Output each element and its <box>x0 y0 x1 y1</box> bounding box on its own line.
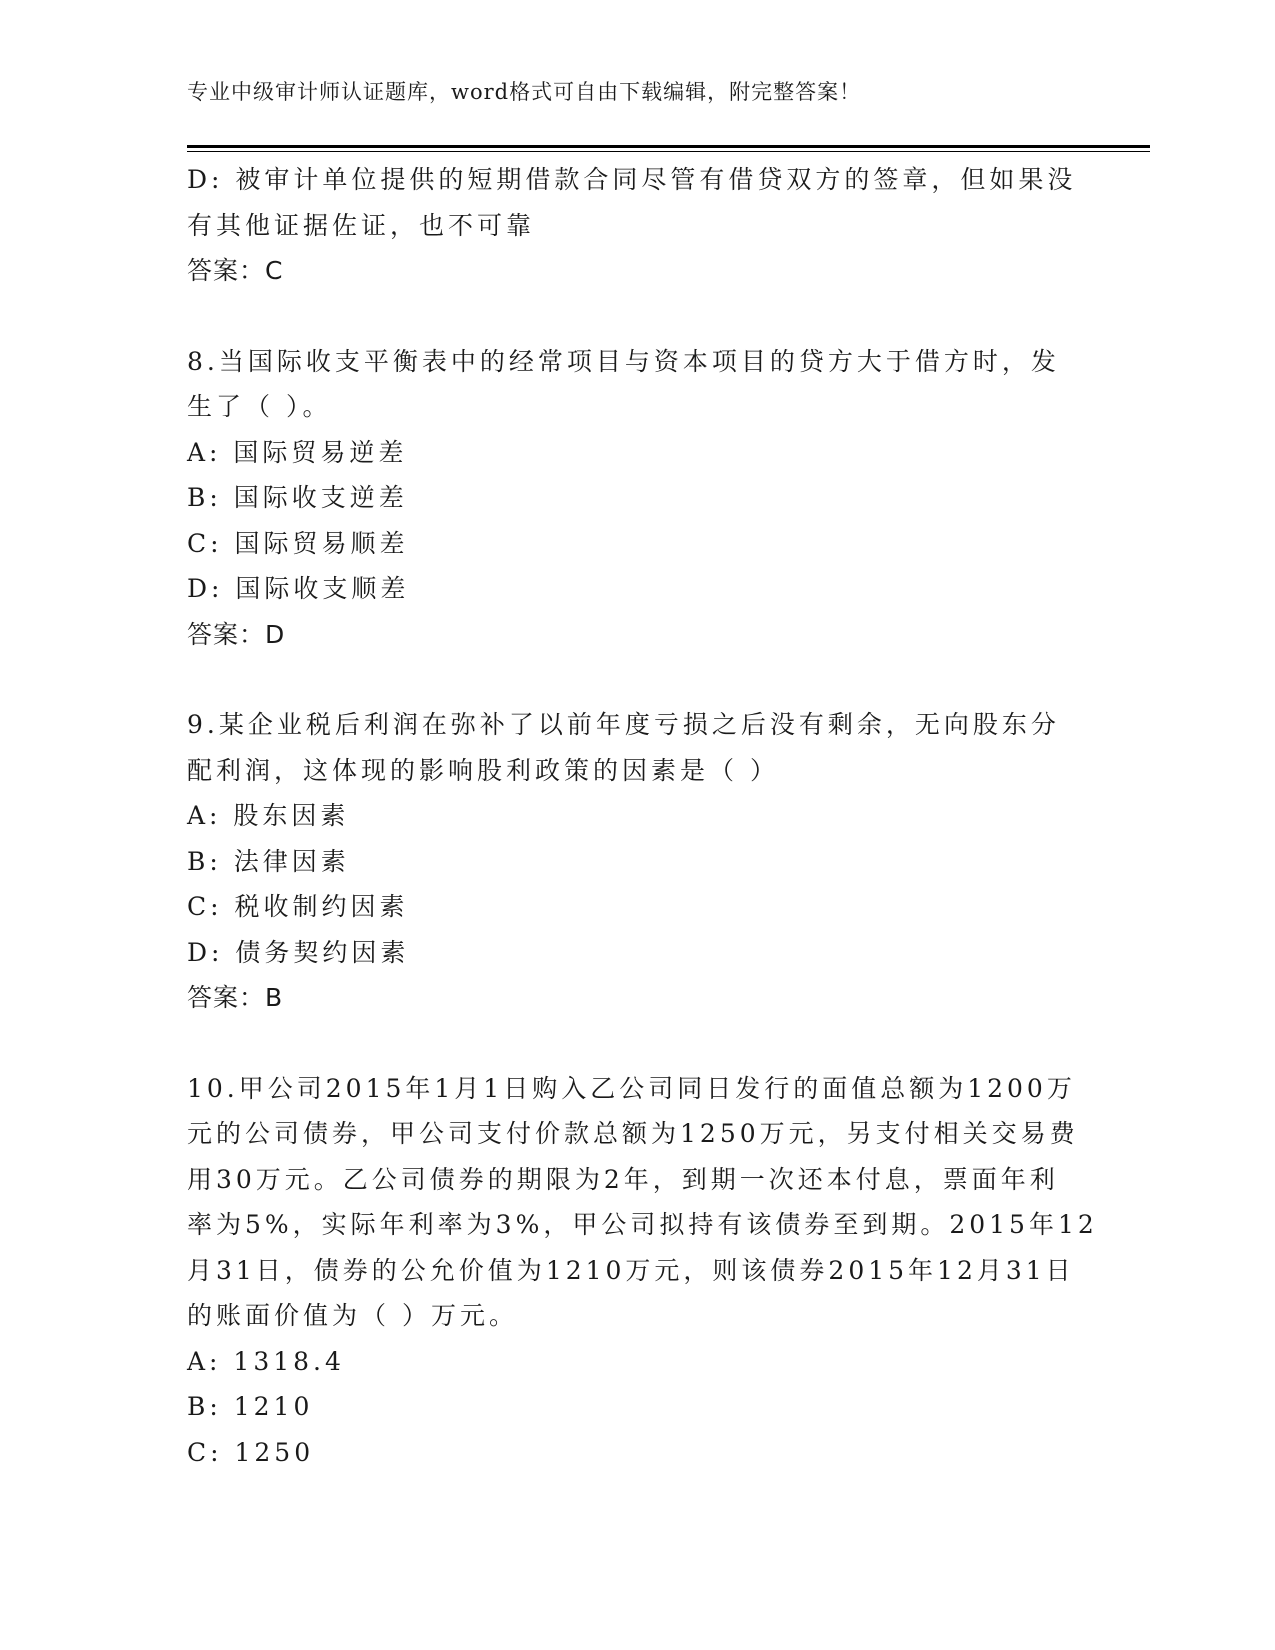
option-a: A: 股东因素 <box>187 801 350 830</box>
question-stem-continued: 率为5%，实际年利率为3%，甲公司拟持有该债券至到期。2015年12 <box>187 1210 1098 1239</box>
question-stem: 10.甲公司2015年1月1日购入乙公司同日发行的面值总额为1200万 <box>187 1073 1076 1103</box>
option-d: D: 被审计单位提供的短期借款合同尽管有借贷双方的签章，但如果没 <box>187 165 1077 194</box>
question-9 <box>187 702 1087 1021</box>
option-a: A: 国际贸易逆差 <box>187 437 408 467</box>
answer-label: 答案：B <box>187 983 284 1012</box>
question-10 <box>187 1066 1098 1476</box>
question-8 <box>187 339 1087 658</box>
question-stem-continued: 生了（ ）。 <box>187 392 332 421</box>
question-content <box>187 157 1098 1475</box>
option-c: C: 1250 <box>187 1437 315 1467</box>
question-stem-continued: 的账面价值为（ ）万元。 <box>187 1301 518 1330</box>
answer-label: 答案：D <box>187 619 286 649</box>
question-stem-continued: 月31日，债券的公允价值为1210万元，则该债券2015年12月31日 <box>187 1255 1075 1285</box>
header-divider-thin <box>187 151 1150 152</box>
option-a: A: 1318.4 <box>187 1346 345 1376</box>
option-c: C: 税收制约因素 <box>187 892 409 921</box>
question-stem: 8.当国际收支平衡表中的经常项目与资本项目的贷方大于借方时，发 <box>187 346 1060 376</box>
option-b: B: 法律因素 <box>187 846 350 876</box>
page-header: 专业中级审计师认证题库，word格式可自由下载编辑，附完整答案！ <box>187 80 862 104</box>
question-stem-continued: 配利润，这体现的影响股利政策的因素是（ ） <box>187 755 779 785</box>
option-c: C: 国际贸易顺差 <box>187 528 409 558</box>
answer-label: 答案：C <box>187 256 284 285</box>
option-d: D: 国际收支顺差 <box>187 574 410 603</box>
question-7-tail <box>187 157 1087 294</box>
question-stem-continued: 元的公司债券，甲公司支付价款总额为1250万元，另支付相关交易费 <box>187 1119 1079 1148</box>
header-divider-thick <box>187 145 1150 148</box>
option-b: B: 国际收支逆差 <box>187 483 408 512</box>
question-stem-continued: 用30万元。乙公司债券的期限为2年，到期一次还本付息，票面年利 <box>187 1164 1059 1194</box>
option-d-continued: 有其他证据佐证，也不可靠 <box>187 210 536 240</box>
option-d: D: 债务契约因素 <box>187 937 410 967</box>
option-b: B: 1210 <box>187 1392 314 1421</box>
question-stem: 9.某企业税后利润在弥补了以前年度亏损之后没有剩余，无向股东分 <box>187 710 1060 739</box>
